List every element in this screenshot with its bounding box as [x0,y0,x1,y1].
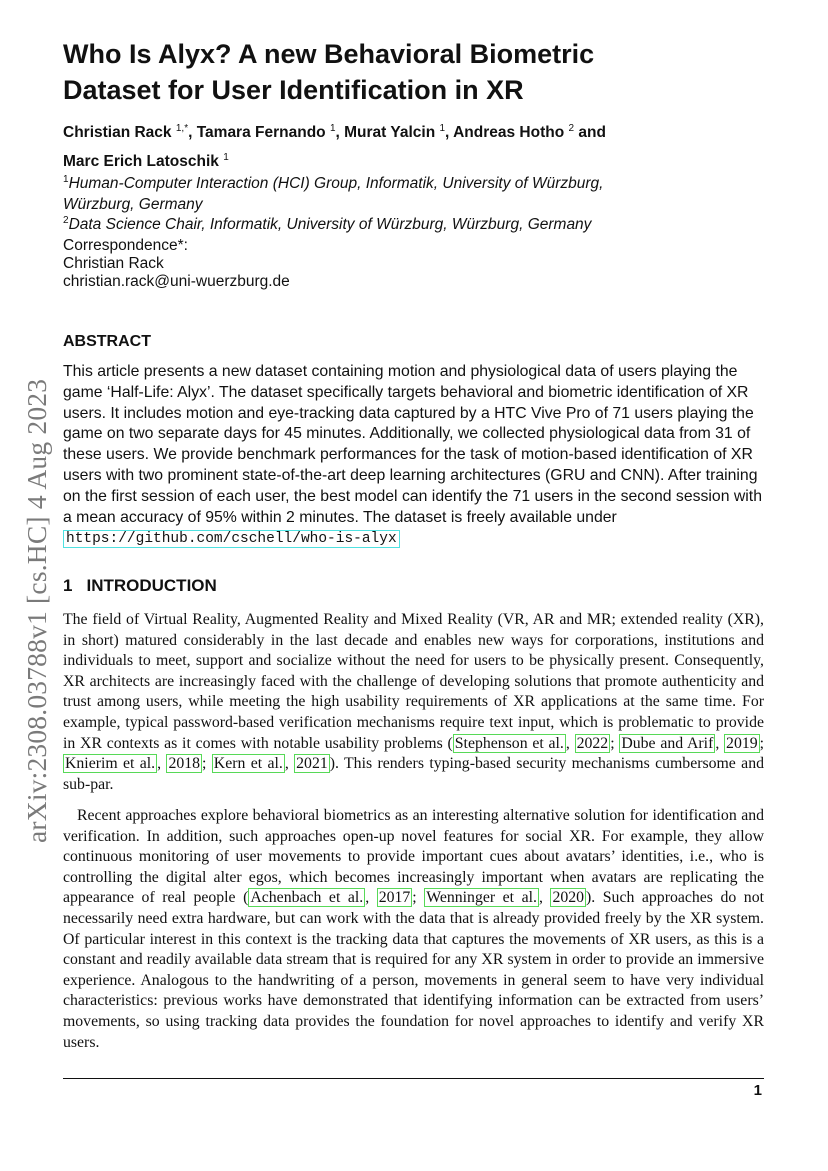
correspondence-label: Correspondence*: [63,237,188,254]
citation-year-link[interactable]: 2017 [378,889,411,907]
intro-paragraph-2: Recent approaches explore behavioral biometrics as an interesting alternative solution for identification and verification. In addition, such approaches open-up novel features for social XR. For example, they allow continuous monitoring of user movements to provide important cues about avatars’ identities, i.e., who is controlling the digital alter egos, which becomes increasingly important when avatars are replicating the appearance of real people ( Achenbach et al. , 2017 ; Wenninger et al. , 2020 ). Such approaches do not necessarily need extra hardware, but can work with the data that is already provided freely by the XR system. Of particular interest in this context is the tracking data that captures the movements of XR users, as this is a constant and readily available data stream that is required for any XR system in order to provide an immersive experience. Analogous to the handwriting of a person, movements in general seem to have very individual characteristics: previous works have demonstrated that identifying information can be extracted from users’ movements, so using tracking data provides the foundation for novel approaches to identify and verify XR users. [63,807,764,1051]
dataset-link[interactable]: https://github.com/cschell/who-is-alyx [63,530,400,548]
section-number: 1 [63,576,73,595]
author-separator: , [335,124,345,142]
citation-year-link[interactable]: 2022 [576,734,609,752]
author-name: Marc Erich Latoschik [63,153,219,171]
author-list [63,116,763,174]
affiliation-mark: 2 [63,215,69,226]
citation-link[interactable]: Achenbach et al. [250,889,364,907]
affiliation-mark: 1 [63,174,69,185]
section-heading [63,576,217,596]
title-line-2: Dataset for User Identification in XR [63,75,524,105]
correspondence-block [63,237,290,291]
author-name: Murat Yalcin [344,124,436,142]
author-affiliation-mark: 1 [223,152,229,164]
author-name: Christian Rack [63,124,172,142]
citation-link[interactable]: Stephenson et al. [454,734,564,752]
citation-link[interactable]: Knierim et al. [65,755,156,773]
author-name: Tamara Fernando [196,124,326,142]
title-line-1: Who Is Alyx? A new Behavioral Biometric [63,39,595,69]
intro-paragraph-1: The field of Virtual Reality, Augmented Reality and Mixed Reality (VR, AR and MR; extended reality (XR), in short) matured considerably in the last decade and enables new ways for corporations, institutions and individuals to meet, support and socialize without the need for users to be physically present. Consequently, XR architects are increasingly faced with the challenge of developing solutions that promote authenticity and trust among users, while meeting the high usability requirements of XR applications at the same time. For example, typical password-based verification mechanisms require text input, which is problematic to provide in XR contexts as it comes with notable usability problems ( Stephenson et al. , 2022 ; Dube and Arif , 2019 ; Knierim et al. , 2018 ; Kern et al. , 2021 ). This renders typing-based security mechanisms cumbersome and sub-par. [63,611,765,793]
author-affiliation-mark: 1 [439,123,446,134]
citation-year-link[interactable]: 2019 [726,734,758,752]
paragraph-text: ). Such approaches do not necessarily need extra hardware, but can work with the data that is already provided freely by the XR system. Of particular interest in this context is the tracking data that captures the movements of XR users, as this is a constant and readily available data stream that is required for any XR system in order to provide an immersive experience. Analogous to the handwriting of a person, movements in general seem to have very individual characteristics: previous works have demonstrated that identifying information can be extracted from users’ movements, so using tracking data provides the foundation for novel approaches to identify and verify XR users. [63,889,764,1051]
paragraph-text: ). This renders typing-based security mechanisms cumbersome and sub-par. [63,755,764,793]
correspondence-email[interactable]: christian.rack@uni-wuerzburg.de [63,273,290,290]
paper-title [63,36,763,108]
affiliation-2 [63,210,763,235]
citation-year-link[interactable]: 2021 [296,755,328,773]
page-number: 1 [753,1082,762,1099]
abstract-heading: ABSTRACT [63,333,151,350]
affiliation-text: Data Science Chair, Informatik, University of Würzburg, Würzburg, Germany [68,216,592,234]
citation-link[interactable]: Wenninger et al. [426,889,537,907]
abstract-body [63,362,764,550]
citation-link[interactable]: Kern et al. [213,755,283,773]
citation-link[interactable]: Dube and Arif [621,734,714,752]
citation-year-link[interactable]: 2020 [552,889,585,907]
correspondence-name: Christian Rack [63,255,164,272]
author-separator: , [188,124,197,142]
paragraph-text: The field of Virtual Reality, Augmented Reality and Mixed Reality (VR, AR and MR; extended reality (XR), in short) matured considerably in the last decade and enables new ways for corporations, institutions and individuals to meet, support and socialize without the need for users to be physically present. Consequently, XR architects are increasingly faced with the challenge of developing solutions that promote authenticity and trust among users, while meeting the high usability requirements of XR applications at the same time. For example, typical password-based verification mechanisms require text input, which is problematic to provide in XR contexts as it comes with notable usability problems ( [63,611,764,752]
footer-rule [63,1078,764,1079]
arxiv-stamp: arXiv:2308.03788v1 [cs.HC] 4 Aug 2023 [21,378,52,843]
section-title: INTRODUCTION [86,576,217,595]
author-separator: and [574,124,606,142]
author-affiliation-mark: 1,* [175,123,189,134]
author-affiliation-mark: 1 [329,123,336,134]
affiliation-1 [63,169,663,215]
affiliation-text: Human-Computer Interaction (HCI) Group, Informatik, University of Würzburg, Würzburg, Germany [63,175,604,214]
citation-year-link[interactable]: 2018 [168,755,201,773]
author-name: Andreas Hotho [453,124,565,142]
paragraph-text: Recent approaches explore behavioral biometrics as an interesting alternative solution for identification and verification. In addition, such approaches open-up novel features for social XR. For example, they allow continuous monitoring of user movements to provide important cues about avatars’ identities, i.e., who is controlling the digital alter egos, which becomes increasingly important when avatars are replicating the appearance of real people ( [63,807,764,907]
author-separator: , [445,124,454,142]
author-affiliation-mark: 2 [568,123,575,134]
abstract-text: This article presents a new dataset containing motion and physiological data of users playing the game ‘Half-Life: Alyx’. The dataset specifically targets behavioral and biometric identification of XR users. It includes motion and eye-tracking data captured by a HTC Vive Pro of 71 users playing the game on two separate days for 45 minutes. Additionally, we collected physiological data from 31 of these users. We provide benchmark performances for the task of motion-based identification of XR users with two prominent state-of-the-art deep learning architectures (GRU and CNN). After training on the first session of each user, the best model can identify the 71 users in the second session with a mean accuracy of 95% within 2 minutes. The dataset is freely available under [63,363,762,526]
